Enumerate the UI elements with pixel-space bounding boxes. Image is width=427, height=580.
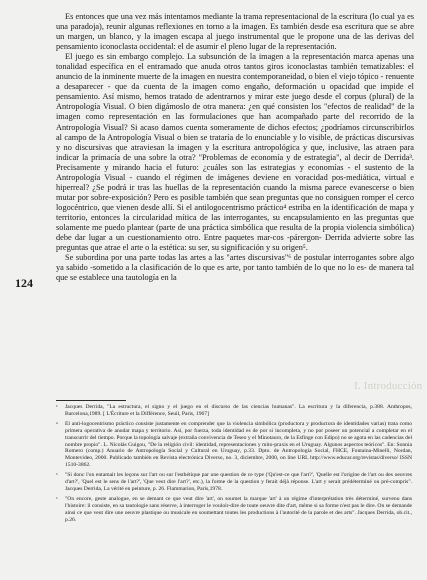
footnotes (56, 404, 412, 527)
footnote-text: "Si donc l'on entamait les leçons sur l'art ou sur l'esthétique par une question de ce type ('Qu'est-ce que l'art?', 'Quelle est l'origine de l'art ou des oeuvres d'art?', 'Quel est le sens de l'art?', 'Que veut dire l'art?', etc.), la forme de la question y ferait déjà réponse. L'art y serait prédéterminé ou pré-compris". Jacques Derrida, La vérité en peinture, p. 26. Flammarion, Paris,1978. (65, 472, 412, 492)
footnote-divider (56, 400, 126, 401)
footnote-text: "On encore, geste analogue, en se demant ce que veut dire 'art', on soumet la marque 'art' à un régime d'interprétation très déterminé, survenu dans l'histoire: il consiste, en sa tautologie sans réserve, à interroger le vouloir-dire de toute oeuvre dite d'art, même si sa forme n'est pas le dire. On se demande ainsi ce que veut dire une oeuvre plastique ou musicale en soumettant toutes les productions à l'autorité de la parole et des arts". Jacques Derrida, ob.cit., p.26. (65, 495, 412, 523)
paragraph-1: Es entonces que una vez más intentamos mediante la trama representacional de la escritura (lo cual ya es una paradoja), reunir algunas reflexiones en torno a la imagen. Es también desde esa escritura que se abre un margen, un blanco, y la imagen escapa al juego instrumental que le propone una de las derivas del pensamiento iconoclasta occidental: el de asumir el pleno lugar de la representación. (56, 12, 414, 52)
footnote-number: ³ (56, 404, 58, 409)
footnote (56, 404, 412, 418)
footnote-number: ⁵ (56, 472, 58, 478)
page-number: 124 (15, 276, 33, 290)
footnote-number: ⁴ (56, 420, 58, 426)
footnote (56, 472, 412, 493)
footnote-number: ⁶ (56, 495, 58, 501)
body-text (56, 12, 414, 283)
footnote (56, 496, 412, 524)
paragraph-2: El juego es sin embargo complejo. La subsunción de la imagen a la representación marca apenas una tonalidad específica en el entramado que anuda otros tantos giros iconoclastas también tematizables: el anuncio de la inminente muerte de la imagen en nuestra contemporaneidad, o bien el viejo tópico - renuente a desaparecer - que da cuenta de la imagen como engaño, deformación u opacidad que impide el pensamiento. Así mismo, hemos tratado de adentrarnos y mirar este juego desde el corpus (plural) de la Antropología Visual. O bien digámoslo de otra manera: ¿en qué consisten los "efectos de realidad" de la imagen como representación en las formulaciones que han acompañado parte del recorrido de la Antropología Visual? Si acaso damos cuenta someramente de dichos efectos; ¿podríamos circunscribirlos al campo de la Antropología Visual o bien se trataría de lo enunciable y lo visible, de prácticas discursivas y no discursivas que atraviesan la imagen y la escritura antropológica y que, inclusive, las atraen para indicar la primacía de una sobre la otra? "Problemas de economía y de estrategia", al decir de Derrida³. Precisamente y mirando hacia el futuro: ¿cuáles son las estrategias y economías - el sustento de la Antropología Visual - cuando el régimen de imágenes deviene en voracidad pos-mediática, virtual e hiperreal? ¿Se podrá ir tras las huellas de la representación cuando la misma parece evanescerse o bien mutar por sobre-exposición? Pero es posible también que sean preguntas que no consiguen romper el cerco logocéntrico, que vienen desde allí. Si el antilogocentrismo práctico⁴ estriba en la identificación de mapa y territorio, entonces la circularidad mítica de las interrogantes, su encapsulamiento en las preguntas que solamente me puedo plantear (parte de una práctica simbólica que resulta de la propia violencia simbólica) debe dar lugar a un cuestionamiento otro. Entre paquetes mar-cos -párergon- Derrida advierte sobre las preguntas que atrae el arte o la estética: su ser, su significación y su origen⁵. (56, 52, 415, 253)
footnote-text: El anti-logocentrismo práctico consiste justamente en comprender que la violencia simbólica (productora y productora de identidades varias) trata como primera operativa de anudar mapa y territorio. Así, por fuerza, toda identidad es de por sí incompleta, y no por poseer un potencial a completar en el transcurrir del tiempo. Porque la topología salvaje (extraña convivencia de Teseo y el Minotauro, de la Esfinge con Edipo) no se agota en las cadencias del nombre propio". L. Nicolás Guigou, "De la religión civil: identidad, representaciones y mito-praxis en el Uruguay. Algunos aspectos teóricos". En: Sonnia Romero (comp.) Anuario de Antropología Social y Cultural en Uruguay, p.33. Dpto. de Antropología Social, FHCE, Fontaina-Minelli, Nordan, Montevideo, 2000. Publicado también en Revista electrónica Diverso, no. 3, diciembre, 2000, on line URL http://www.educar.org/revistas/diverso/ ISSN 1510-3862. (65, 420, 412, 469)
footnote (56, 421, 412, 469)
bleed-through-heading: I. Introducción (354, 380, 423, 392)
paragraph-3: Se subordina por una parte todas las artes a las "artes discursivas"⁶ de postular interrogantes sobre algo ya sabido -sometido a la clasificación de lo que es arte, por tanto también de lo que no lo es- de manera tal que se establece una tautología en la (56, 253, 414, 283)
footnote-text: Jacques Derrida, "La estructura, el signo y el juego en el discurso de las ciencias humanas". La escritura y la diferencia, p.388. Anthropos, Barcelona,1989. [ L'Écriture et la Différence, Seuil, Paris, 1967] (65, 404, 412, 417)
